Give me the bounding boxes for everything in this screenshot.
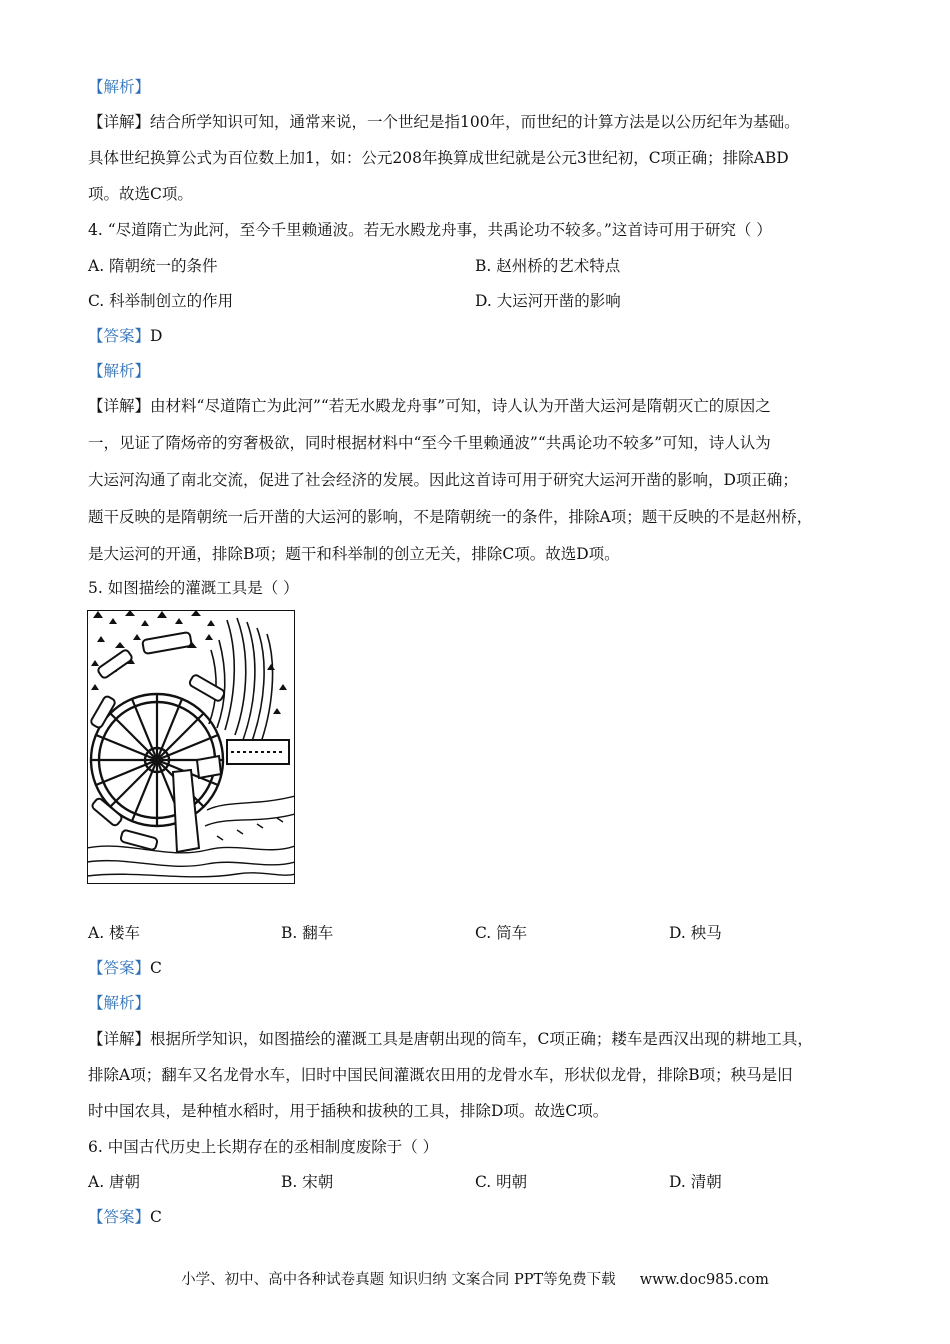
- q5-answer: [88, 958, 162, 978]
- q5-analysis-heading: 【解析】: [88, 994, 151, 1012]
- q4-detail-line-1: [88, 396, 771, 416]
- q3-detail-tag: 【详解】: [88, 113, 151, 131]
- q5-option-b: B. 翻车: [281, 924, 334, 942]
- q4-detail-line-3: 大运河沟通了南北交流，促进了社会经济的发展。因此这首诗可用于研究大运河开凿的影响，D项正确；: [88, 471, 798, 489]
- footer-url-link[interactable]: www.doc985.com: [639, 1272, 769, 1288]
- q5-option-c: C. 筒车: [475, 924, 528, 942]
- page-footer: [0, 1270, 950, 1290]
- waterwheel-illustration-icon: [87, 610, 295, 884]
- q4-detail-text-1: 由材料“尽道隋亡为此河”“若无水殿龙舟事”可知，诗人认为开凿大运河是隋朝灭亡的原因之: [150, 397, 771, 415]
- q3-analysis-heading: 【解析】: [88, 78, 151, 96]
- q4-stem: 4. “尽道隋亡为此河，至今千里赖通波。若无水殿龙舟事，共禹论功不较多。”这首诗可用于研究（ ）: [88, 221, 772, 239]
- q4-detail-line-5: 是大运河的开通，排除B项；题干和科举制的创立无关，排除C项。故选D项。: [88, 545, 620, 563]
- q4-answer: [88, 326, 162, 346]
- q4-detail-line-4: 题干反映的是隋朝统一后开凿的大运河的影响，不是隋朝统一的条件，排除A项；题干反映的不是赵州桥，: [88, 508, 813, 526]
- q5-option-d: D. 秧马: [669, 924, 722, 942]
- q6-option-a: A. 唐朝: [88, 1173, 141, 1191]
- q5-answer-value: C: [150, 959, 162, 977]
- q5-detail-text-1: 根据所学知识，如图描绘的灌溉工具是唐朝出现的筒车，C项正确；耧车是西汉出现的耕地工具，: [150, 1030, 813, 1048]
- q4-option-c: C. 科举制创立的作用: [88, 292, 234, 310]
- q6-option-c: C. 明朝: [475, 1173, 528, 1191]
- q6-stem: 6. 中国古代历史上长期存在的丞相制度废除于（ ）: [88, 1138, 439, 1156]
- q5-answer-tag: 【答案】: [88, 959, 151, 977]
- q5-stem: 5. 如图描绘的灌溉工具是（ ）: [88, 579, 299, 597]
- q6-answer: [88, 1207, 162, 1227]
- q5-detail-line-1: [88, 1029, 813, 1049]
- q6-answer-value: C: [150, 1208, 162, 1226]
- q4-analysis-heading: 【解析】: [88, 362, 151, 380]
- q5-detail-line-2: 排除A项；翻车又名龙骨水车，旧时中国民间灌溉农田用的龙骨水车，形状似龙骨，排除B项；秧马是旧: [88, 1066, 793, 1084]
- q6-answer-tag: 【答案】: [88, 1208, 151, 1226]
- q6-option-d: D. 清朝: [669, 1173, 722, 1191]
- q4-detail-tag: 【详解】: [88, 397, 151, 415]
- q3-detail-line-3: 项。故选C项。: [88, 185, 193, 203]
- q6-option-b: B. 宋朝: [281, 1173, 334, 1191]
- q4-option-b: B. 赵州桥的艺术特点: [475, 257, 621, 275]
- q3-detail-text-1: 结合所学知识可知，通常来说，一个世纪是指100年，而世纪的计算方法是以公历纪年为基础。: [150, 113, 800, 131]
- footer-text: 小学、初中、高中各种试卷真题 知识归纳 文案合同 PPT等免费下载: [181, 1272, 616, 1288]
- q4-answer-value: D: [150, 327, 163, 345]
- q5-detail-tag: 【详解】: [88, 1030, 151, 1048]
- q3-detail-line-2: 具体世纪换算公式为百位数上加1，如：公元208年换算成世纪就是公元3世纪初，C项正确；排除ABD: [88, 149, 789, 167]
- q3-detail-line-1: [88, 112, 800, 132]
- q4-option-a: A. 隋朝统一的条件: [88, 257, 218, 275]
- q5-detail-line-3: 时中国农具，是种植水稻时，用于插秧和拔秧的工具，排除D项。故选C项。: [88, 1102, 609, 1120]
- q4-option-d: D. 大运河开凿的影响: [475, 292, 621, 310]
- q4-detail-line-2: 一，见证了隋炀帝的穷奢极欲，同时根据材料中“至今千里赖通波”“共禹论功不较多”可知，诗人认为: [88, 434, 771, 452]
- q5-option-a: A. 楼车: [88, 924, 141, 942]
- q4-answer-tag: 【答案】: [88, 327, 151, 345]
